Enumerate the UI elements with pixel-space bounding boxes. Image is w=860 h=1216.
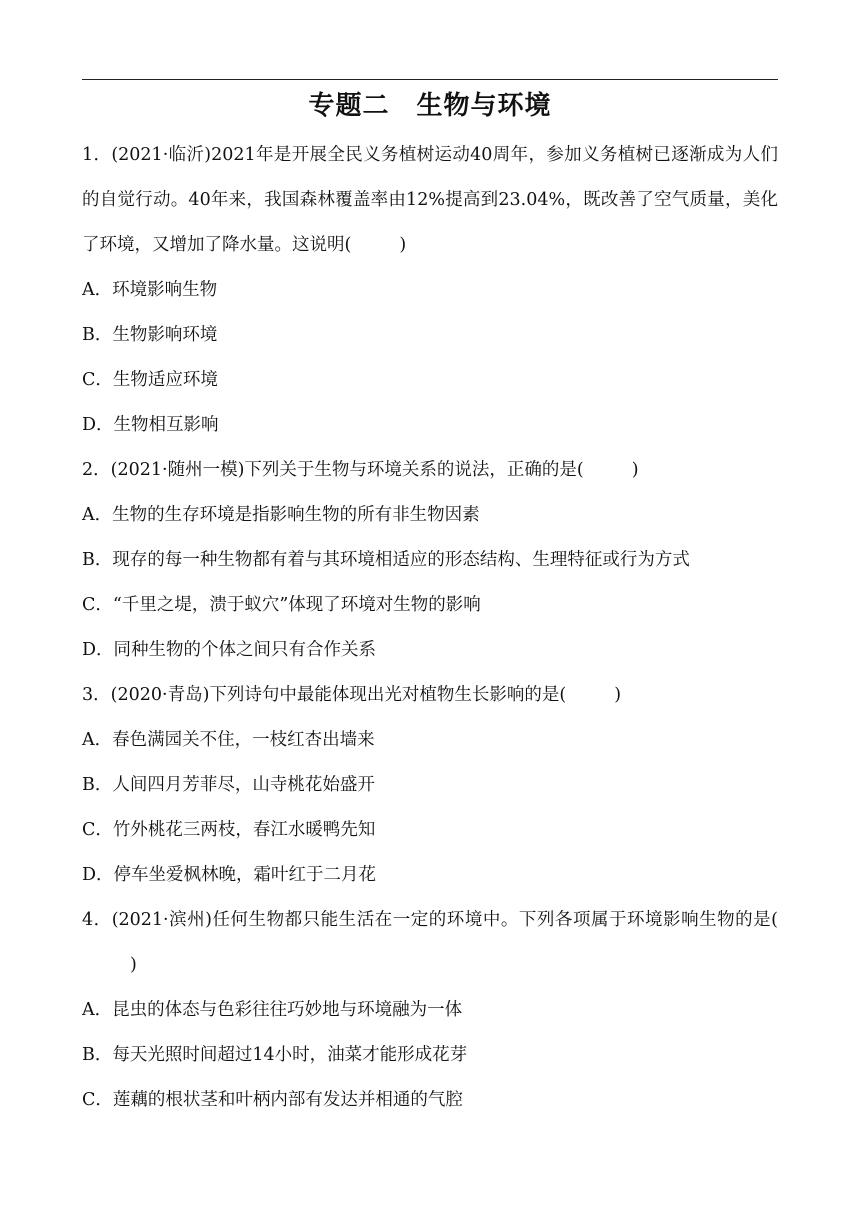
option-a <box>82 493 778 538</box>
option-b <box>82 538 778 583</box>
option-label: C． <box>82 1090 113 1110</box>
option-text: 生物的生存环境是指影响生物的所有非生物因素 <box>112 505 480 525</box>
page-title: 专题二 生物与环境 <box>308 91 552 121</box>
option-label: D． <box>82 865 114 885</box>
option-c <box>82 808 778 853</box>
question-stem <box>82 898 778 988</box>
option-b <box>82 313 778 358</box>
option-text: “千里之堤，溃于蚁穴”体现了环境对生物的影响 <box>112 595 481 615</box>
option-text: 停车坐爱枫林晚，霜叶红于二月花 <box>113 865 377 885</box>
option-text: 环境影响生物 <box>112 280 218 300</box>
option-a <box>82 718 778 763</box>
answer-bracket-close: ) <box>631 460 639 480</box>
option-label: D． <box>82 415 114 435</box>
question-stem <box>82 448 778 493</box>
option-text: 同种生物的个体之间只有合作关系 <box>113 640 377 660</box>
option-label: D． <box>82 640 114 660</box>
option-c <box>82 583 778 628</box>
option-label: C． <box>82 820 113 840</box>
question-2 <box>82 448 778 673</box>
option-d <box>82 628 778 673</box>
question-number: 1． <box>82 145 112 165</box>
question-4 <box>82 898 778 1123</box>
question-3 <box>82 673 778 898</box>
question-number: 2． <box>82 460 111 480</box>
option-label: A． <box>82 1000 113 1020</box>
option-label: C． <box>82 370 113 390</box>
option-label: B． <box>82 1045 113 1065</box>
question-number: 3． <box>82 685 111 705</box>
option-text: 竹外桃花三两枝，春江水暖鸭先知 <box>112 820 376 840</box>
option-text: 莲藕的根状茎和叶柄内部有发达并相通的气腔 <box>112 1090 463 1110</box>
option-label: A． <box>82 505 113 525</box>
option-text: 人间四月芳菲尽，山寺桃花始盛开 <box>112 775 375 795</box>
question-stem <box>82 133 778 268</box>
option-a <box>82 988 778 1033</box>
option-text: 生物影响环境 <box>112 325 218 345</box>
option-label: A． <box>82 730 113 750</box>
question-source: (2020·青岛) <box>110 685 210 705</box>
option-a <box>82 268 778 313</box>
option-b <box>82 1033 778 1078</box>
option-text: 春色满园关不住，一枝红杏出墙来 <box>112 730 375 750</box>
option-d <box>82 403 778 448</box>
question-list <box>82 133 778 1123</box>
question-text: 任何生物都只能生活在一定的环境中。下列各项属于环境影响生物的是( <box>212 910 779 930</box>
option-label: A． <box>82 280 113 300</box>
option-text: 现存的每一种生物都有着与其环境相适应的形态结构、生理特征或行为方式 <box>112 550 690 570</box>
option-text: 生物相互影响 <box>113 415 219 435</box>
question-source: (2021·临沂) <box>111 145 212 165</box>
question-number: 4． <box>82 910 112 930</box>
header-rule <box>82 79 778 80</box>
question-text: 下列关于生物与环境关系的说法，正确的是( <box>244 460 584 480</box>
option-c <box>82 358 778 403</box>
option-d <box>82 853 778 898</box>
option-label: B． <box>82 325 113 345</box>
question-1 <box>82 133 778 448</box>
option-c <box>82 1078 778 1123</box>
question-text: 2021年是开展全民义务植树运动40周年，参加义务植树已逐渐成为人们的自觉行动。40年来，我国森林覆盖率由12%提高到23.04%，既改善了空气质量，美化了环境，又增加了降水量。这说明( <box>82 145 778 255</box>
option-label: C． <box>82 595 113 615</box>
question-stem <box>82 673 778 718</box>
question-source: (2021·滨州) <box>111 910 213 930</box>
option-b <box>82 763 778 808</box>
answer-bracket-close: ) <box>614 685 622 705</box>
answer-bracket-close: ) <box>399 235 407 255</box>
option-label: B． <box>82 775 113 795</box>
question-text: 下列诗句中最能体现出光对植物生长影响的是( <box>209 685 567 705</box>
option-text: 每天光照时间超过14小时，油菜才能形成花芽 <box>112 1045 468 1065</box>
option-text: 生物适应环境 <box>112 370 218 390</box>
question-source: (2021·随州一模) <box>110 460 245 480</box>
option-label: B． <box>82 550 113 570</box>
option-text: 昆虫的体态与色彩往往巧妙地与环境融为一体 <box>112 1000 463 1020</box>
answer-bracket-close: ) <box>130 955 137 975</box>
